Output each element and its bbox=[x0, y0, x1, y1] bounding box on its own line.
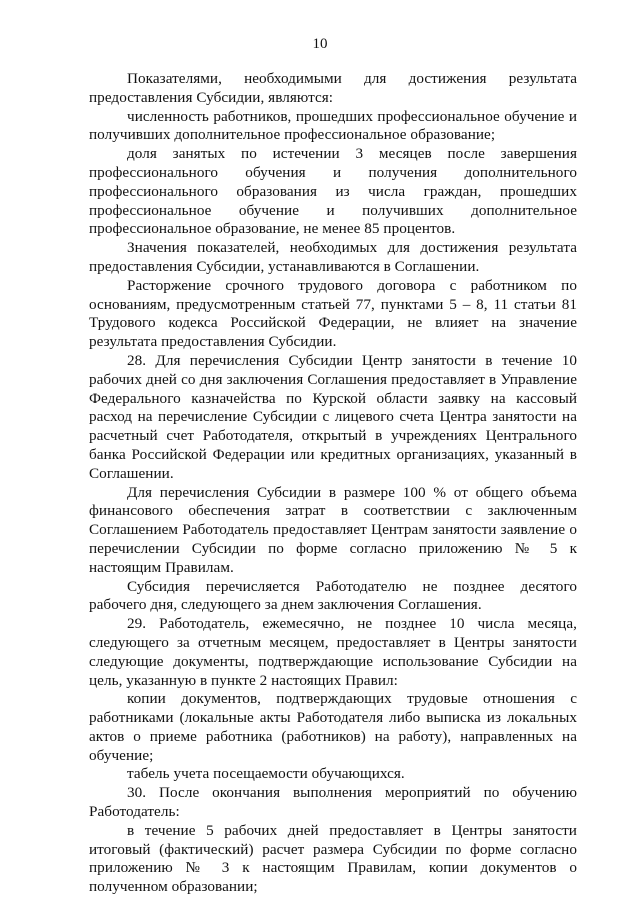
paragraph-employment-copies: копии документов, подтверждающих трудовые отношения с работниками (локальные акты Работодателя либо выписка из локальных актов о приеме работника (работников) на работу), направленных на обучение; bbox=[89, 690, 577, 764]
paragraph-transfer-full: Для перечисления Субсидии в размере 100 % от общего объема финансового обеспечения затрат в соответствии с заключенным Соглашением Работодатель предоставляет Центрам занятости заявление о перечислении Субсидии по форме согласно приложению № 5 к настоящим Правилам. bbox=[89, 483, 577, 576]
paragraph-indicators-intro: Показателями, необходимыми для достижения результата предоставления Субсидии, являются: bbox=[89, 70, 577, 106]
paragraph-indicator-employed-share: доля занятых по истечении 3 месяцев после завершения профессионального обучения и получения дополнительного профессионального образования из числа граждан, прошедших профессиональное обучение и получивших дополнительное профессиональное образование, не менее 85 процентов. bbox=[89, 145, 577, 238]
page-number: 10 bbox=[312, 36, 328, 52]
paragraph-contract-termination: Расторжение срочного трудового договора с работником по основаниям, предусмотренным статьей 77, пунктами 5 – 8, 11 статьи 81 Трудового кодекса Российской Федерации, не влияет на значение результата предоставления Субсидии. bbox=[89, 276, 577, 351]
paragraph-item-28: 28. Для перечисления Субсидии Центр занятости в течение 10 рабочих дней со дня заключения Соглашения предоставляет в Управление Федерального казначейства по Курской области заявку на кассовый расход на перечисление Субсидии с лицевого счета Центра занятости на расчетный счет Работодателя, открытый в учреждениях Центрального банка Российской Федерации или кредитных организациях, указанный в Соглашении. bbox=[89, 351, 577, 482]
paragraph-transfer-deadline: Субсидия перечисляется Работодателю не позднее десятого рабочего дня, следующего за днем заключения Соглашения. bbox=[89, 577, 577, 614]
document-body bbox=[89, 70, 577, 897]
paragraph-final-calculation: в течение 5 рабочих дней предоставляет в Центры занятости итоговый (фактический) расчет размера Субсидии по форме согласно приложению № 3 к настоящим Правилам, копии документов о полученном образовании; bbox=[89, 821, 577, 896]
paragraph-indicator-trained-count: численность работников, прошедших профессиональное обучение и получивших дополнительное профессиональное образование; bbox=[89, 107, 577, 144]
paragraph-item-29: 29. Работодатель, ежемесячно, не позднее 10 числа месяца, следующего за отчетным месяцем, предоставляет в Центры занятости следующие документы, подтверждающие использование Субсидии на цель, указанную в пункте 2 настоящих Правил: bbox=[89, 615, 577, 689]
paragraph-item-30: 30. После окончания выполнения мероприятий по обучению Работодатель: bbox=[89, 784, 577, 821]
paragraph-indicator-values: Значения показателей, необходимых для достижения результата предоставления Субсидии, устанавливаются в Соглашении. bbox=[89, 239, 577, 275]
paragraph-attendance-sheet: табель учета посещаемости обучающихся. bbox=[127, 765, 405, 783]
